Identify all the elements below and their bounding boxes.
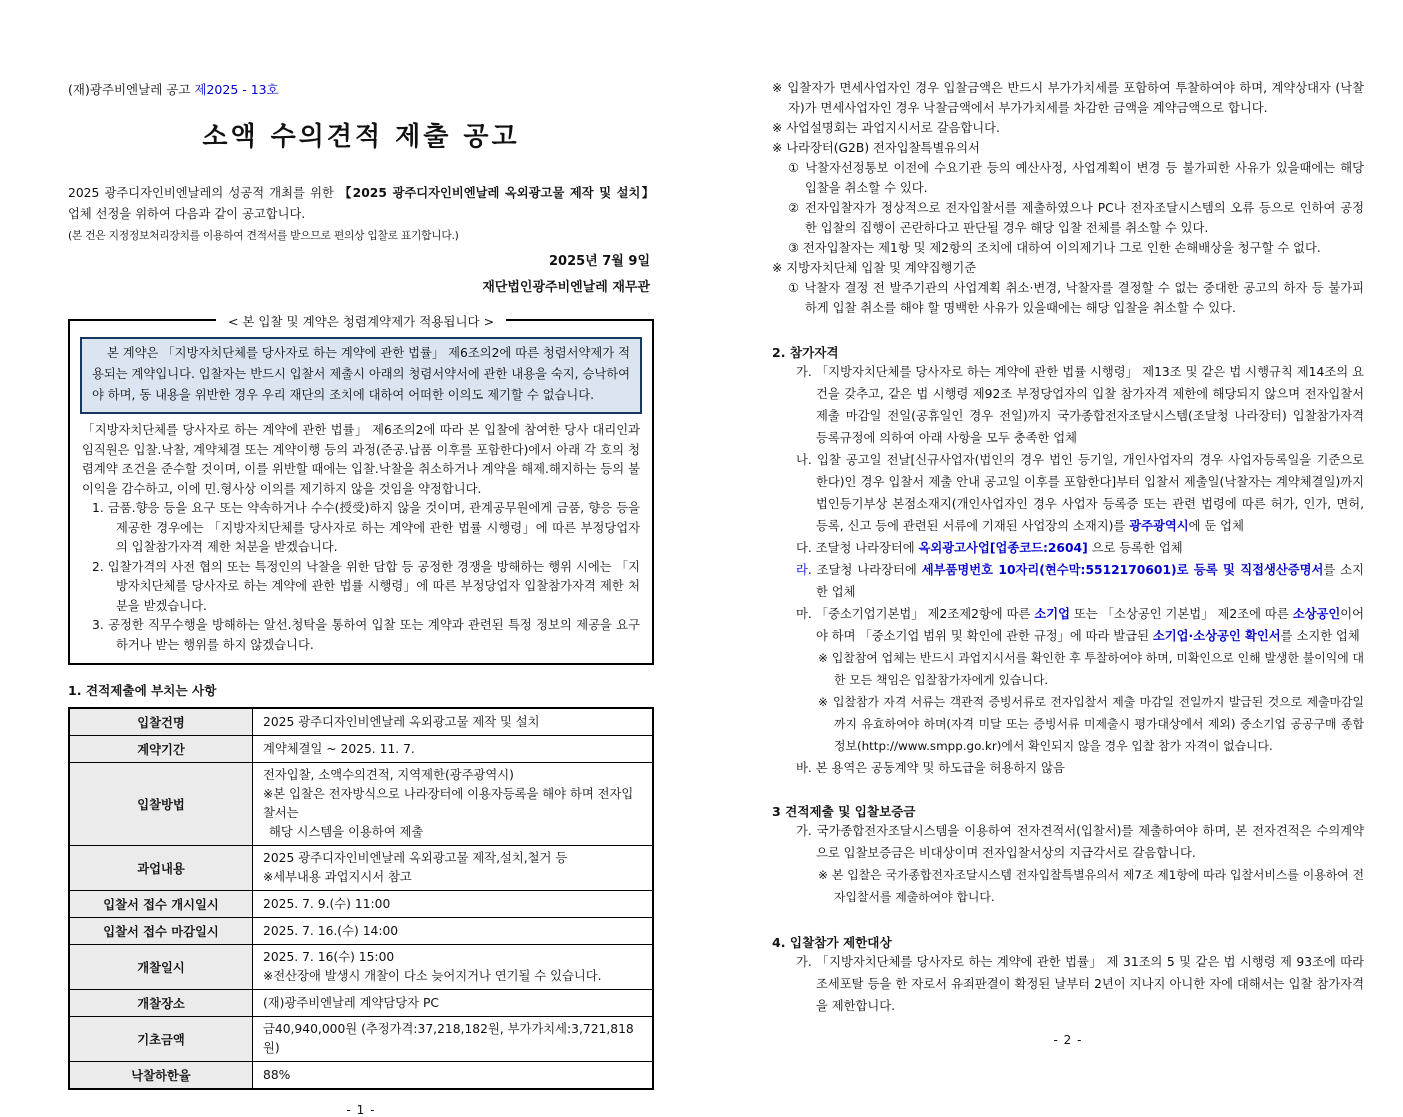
row-value: 2025 광주디자인비엔날레 옥외광고물 제작 및 설치: [253, 708, 654, 736]
row-value-line: 전자입찰, 소액수의견적, 지역제한(광주광역시): [263, 768, 514, 782]
ma-text-1: 마. 「중소기업기본법」 제2조제2항에 따른: [796, 607, 1035, 621]
ma-text-3: 이어야 하며 「중소기업 범위 및 확인에 관한 규정」에 따라 발급된: [816, 607, 1364, 643]
ma-certificate-highlight: 소기업·소상공인 확인서: [1152, 629, 1281, 643]
ma-small-biz-highlight: 소기업: [1034, 607, 1071, 621]
row-value-line: ※전산장애 발생시 개찰이 다소 늦어지거나 연기될 수 있습니다.: [263, 969, 602, 983]
section3-title: 3 견적제출 및 입찰보증금: [772, 804, 916, 819]
page1-number: - 1 -: [346, 1103, 376, 1117]
table-row: [69, 945, 653, 990]
intro-after: 업체 선정을 위하여 다음과 같이 공고합니다.: [68, 207, 306, 221]
row-value: (재)광주비엔날레 계약담당자 PC: [253, 990, 654, 1017]
table-row: [69, 846, 653, 891]
page-2: [772, 78, 1364, 1047]
procedural-note: (본 건은 지정정보처리장치를 이용하여 견적서를 받으므로 편의상 입찰로 표기합니다.): [68, 229, 459, 242]
g2b-note-3: ③ 전자입찰자는 제1항 및 제2항의 조치에 대하여 이의제기나 그로 인한 손해배상을 청구할 수 없다.: [788, 241, 1321, 255]
table-row: [69, 918, 653, 945]
da-text: 다. 조달청 나라장터에: [796, 541, 919, 555]
clean-box-item-1: 1. 금품.향응 등을 요구 또는 약속하거나 수수(授受)하지 않을 것이며, 관계공무원에게 금품, 향응 등을 제공한 경우에는 「지방자치단체를 당사자로 하는 계약에 관한 법률 시행령」에 따른 부정당업자의 입찰참가자격 제한 처분을 받겠습니다.: [92, 501, 640, 554]
g2b-note-title: ※ 나라장터(G2B) 전자입찰특별유의서: [772, 141, 980, 155]
row-label: 기초금액: [69, 1017, 253, 1062]
row-label: 개찰장소: [69, 990, 253, 1017]
table-row: [69, 1062, 653, 1090]
qualification-item-ra: [772, 559, 1364, 603]
table-row: [69, 891, 653, 918]
row-value-line: 2025 광주디자인비엔날레 옥외광고물 제작,설치,철거 등: [263, 851, 568, 865]
row-value: 금40,940,000원 (추정가격:37,218,182원, 부가가치세:3,721,818원): [253, 1017, 654, 1062]
page2-number: - 2 -: [1053, 1033, 1083, 1047]
row-label: 계약기간: [69, 736, 253, 763]
row-label: 입찰서 접수 마감일시: [69, 918, 253, 945]
g2b-note-1: ① 낙찰자선정통보 이전에 수요기관 등의 예산사정, 사업계획이 변경 등 불가피한 사유가 있을때에는 해당 입찰을 취소할 수 있다.: [788, 161, 1364, 195]
clean-box-item-3: 3. 공정한 직무수행을 방해하는 알선.청탁을 통하여 입찰 또는 계약과 관련된 특정 정보의 제공을 요구하거나 받는 행위를 하지 않겠습니다.: [92, 618, 640, 652]
ma-text-2: 또는 「소상공인 기본법」 제2조에 따른: [1070, 607, 1293, 621]
na-text-after: 에 둔 업체: [1188, 519, 1244, 533]
section2-title: 2. 참가자격: [772, 345, 839, 360]
clean-box-notice: 본 계약은 「지방자치단체를 당사자로 하는 계약에 관한 법률」 제6조의2에 따른 청렴서약제가 적용되는 계약입니다. 입찰자는 반드시 입찰서 제출시 아래의 청렴서약서에 관한 내용을 숙지, 승낙하여야 하며, 동 내용을 위반한 경우 우리 재단의 조치에 대하여 어떠한 이의도 제기할 수 없습니다.: [80, 337, 642, 414]
row-label: 과업내용: [69, 846, 253, 891]
intro-paragraph: [68, 183, 654, 225]
clean-box-legend-text: < 본 입찰 및 계약은 청렴계약제가 적용됩니다 >: [216, 314, 506, 329]
page-1: [68, 80, 654, 1117]
na-text: 나. 입찰 공고일 전날[신규사업자(법인의 경우 법인 등기일, 개인사업자의 경우 사업자등록일을 기준으로 한다)인 경우 입찰서 제출 안내 공고일 이후를 포함한다]부터 입찰서 제출일(낙찰자는 계약체결일)까지 법인등기부상 본점소재지(개인사업자인 경우 사업자 등록증 또는 관련 법령에 따른 허가, 인가, 면허, 등록, 신고 등에 관련된 서류에 기재된 사업장의 소재지)를: [796, 453, 1364, 533]
da-industry-code-highlight: 옥외광고사업[업종코드:2604]: [918, 541, 1088, 555]
row-value: [253, 846, 654, 891]
row-label: 개찰일시: [69, 945, 253, 990]
row-value-line: 해당 시스템을 이용하여 제출: [269, 825, 424, 839]
table-row: [69, 736, 653, 763]
clean-box-item-2: 2. 입찰가격의 사전 협의 또는 특정인의 낙찰을 위한 담합 등 공정한 경쟁을 방해하는 행위 시에는 「지방자치단체를 당사자로 하는 계약에 관한 법률 시행령」에 따른 부정당업자 입찰참가자격 제한 처분을 받겠습니다.: [92, 559, 640, 613]
briefing-note: ※ 사업설명회는 과업지시서로 갈음합니다.: [772, 121, 1000, 135]
qualification-item-na: [772, 449, 1364, 537]
row-value: 2025. 7. 16.(수) 14:00: [253, 918, 654, 945]
row-label: 입찰서 접수 개시일시: [69, 891, 253, 918]
row-label: 입찰방법: [69, 763, 253, 846]
announcement-org: (재)광주비엔날레 공고: [68, 82, 195, 97]
ra-item-code-highlight: 세부품명번호 10자리(현수막:5512170601)로 등록 및 직접생산증명서: [921, 563, 1324, 577]
announcement-header: [68, 80, 654, 98]
ma-text-4: 를 소지한 업체: [1280, 629, 1360, 643]
table-row: [69, 1017, 653, 1062]
row-value: [253, 945, 654, 990]
table-row: [69, 763, 653, 846]
da-text-after: 으로 등록한 업체: [1087, 541, 1183, 555]
row-value: 계약체결일 ~ 2025. 11. 7.: [253, 736, 654, 763]
row-value: 2025. 7. 9.(수) 11:00: [253, 891, 654, 918]
restriction-item-ga: 가. 「지방자치단체를 당사자로 하는 계약에 관한 법률」 제 31조의 5 및 같은 법 시행령 제 93조에 따라 조세포탈 등을 한 자로서 유죄판결이 확정된 날부터 2년이 지나지 아니한 자에 대해서는 입찰 참가자격을 제한합니다.: [796, 955, 1364, 1013]
section4-title: 4. 입찰참가 제한대상: [772, 935, 892, 950]
qualification-item-ma: [772, 603, 1364, 647]
clean-contract-box: [68, 314, 654, 665]
row-value-line: ※본 입찰은 전자방식으로 나라장터에 이용자등록을 해야 하며 전자입찰서는: [263, 787, 634, 820]
vat-note: ※ 입찰자가 면세사업자인 경우 입찰금액은 반드시 부가가치세를 포함하여 투찰하여야 하며, 계약상대자 (낙찰자)가 면세사업자인 경우 낙찰금액에서 부가가치세를 차감한 금액을 계약금액으로 합니다.: [772, 81, 1364, 115]
local-gov-standard-1: ① 낙찰자 결정 전 발주기관의 사업계획 취소·변경, 낙찰자를 결정할 수 없는 중대한 공고의 하자 등 불가피하게 입찰 취소를 해야 할 명백한 사유가 있을때에는 해당 입찰을 취소할 수 있다.: [788, 281, 1364, 315]
local-gov-standard-title: ※ 지방자치단체 입찰 및 계약집행기준: [772, 261, 977, 275]
qualification-note-1: ※ 입찰참여 업체는 반드시 과업지시서를 확인한 후 투찰하여야 하며, 미확인으로 인해 발생한 불이익에 대한 모든 책임은 입찰참가자에게 있습니다.: [818, 651, 1364, 687]
clean-box-body: 「지방자치단체를 당사자로 하는 계약에 관한 법률」 제6조의2에 따라 본 입찰에 참여한 당사 대리인과 임직원은 입찰.낙찰, 계약체결 또는 계약이행 등의 과정(준공.납품 이후를 포함한다)에서 아래 각 호의 청렴계약 조건을 준수할 것이며, 이를 위반할 때에는 입찰.낙찰을 취소하거나 계약을 해제.해지하는 등의 불이익을 감수하고, 이에 민.형사상 이의를 제기하지 않을 것임을 약정합니다.: [82, 423, 640, 496]
table-row: [69, 990, 653, 1017]
row-value: [253, 763, 654, 846]
estimate-item-ga: 가. 국가종합전자조달시스템을 이용하여 전자견적서(입찰서)를 제출하여야 하며, 본 전자견적은 수의계약으로 입찰보증금은 비대상이며 전자입찰서상의 지급각서로 갈음합니다.: [796, 824, 1364, 860]
qualification-item-ga: 가. 「지방자치단체를 당사자로 하는 계약에 관한 법률 시행령」 제13조 및 같은 법 시행규칙 제14조의 요건을 갖추고, 같은 법 시행령 제92조 부정당업자의 입찰 참가자격 제한에 해당되지 않으며 전자입찰서 제출 마감일 전일(공휴일인 경우 전일)까지 국가종합전자조달시스템(조달청 나라장터) 입찰참가자격 등록규정에 의하여 아래 사항을 모두 충족한 업체: [796, 365, 1364, 445]
issuer: 재단법인광주비엔날레 재무관: [482, 280, 650, 295]
page-title: 소액 수의견적 제출 공고: [202, 122, 520, 152]
intro-before: 2025 광주디자인비엔날레의 성공적 개최를 위한: [68, 186, 340, 200]
qualification-item-ba: 바. 본 용역은 공동계약 및 하도급을 허용하지 않음: [796, 761, 1065, 775]
ra-marker: 라.: [796, 563, 812, 577]
bid-info-table: [68, 707, 654, 1090]
ra-text: 조달청 나라장터에: [811, 563, 922, 577]
row-value-line: ※세부내용 과업지시서 참고: [263, 870, 412, 884]
row-label: 낙찰하한율: [69, 1062, 253, 1090]
announcement-date: 2025년 7월 9일: [549, 254, 650, 269]
section1-title: 1. 견적제출에 부치는 사항: [68, 683, 217, 698]
qualification-note-2: ※ 입찰참가 자격 서류는 객관적 증빙서류로 전자입찰서 제출 마감일 전일까지 발급된 것으로 제출마감일까지 유효하여야 하며(자격 미달 또는 증빙서류 미제출시 평가대상에서 제외) 중소기업 공공구매 종합정보(http://www.smpp.go.kr)에서 확인되지 않을 경우 입찰 참가 자격이 없습니다.: [818, 695, 1364, 753]
clean-box-legend: [70, 312, 652, 330]
g2b-note-2: ② 전자입찰자가 정상적으로 전자입찰서를 제출하였으나 PC나 전자조달시스템의 오류 등으로 인하여 공정한 입찰의 집행이 곤란하다고 판단될 경우 해당 입찰 전체를 취소할 수 있다.: [788, 201, 1364, 235]
row-label: 입찰건명: [69, 708, 253, 736]
qualification-item-da: [772, 537, 1364, 559]
row-value: 88%: [253, 1062, 654, 1090]
na-region-highlight: 광주광역시: [1129, 519, 1189, 533]
table-row: [69, 708, 653, 736]
estimate-note: ※ 본 입찰은 국가종합전자조달시스템 전자입찰특별유의서 제7조 제1항에 따라 입찰서비스를 이용하여 전자입찰서를 제출하여야 합니다.: [818, 868, 1364, 904]
ma-micro-biz-highlight: 소상공인: [1292, 607, 1341, 621]
announcement-number: 제2025 - 13호: [194, 82, 279, 97]
intro-project-name: 【2025 광주디자인비엔날레 옥외광고물 제작 및 설치】: [339, 186, 654, 200]
row-value-line: 2025. 7. 16(수) 15:00: [263, 950, 395, 964]
ra-text-after: 를 소지한 업체: [816, 563, 1364, 599]
